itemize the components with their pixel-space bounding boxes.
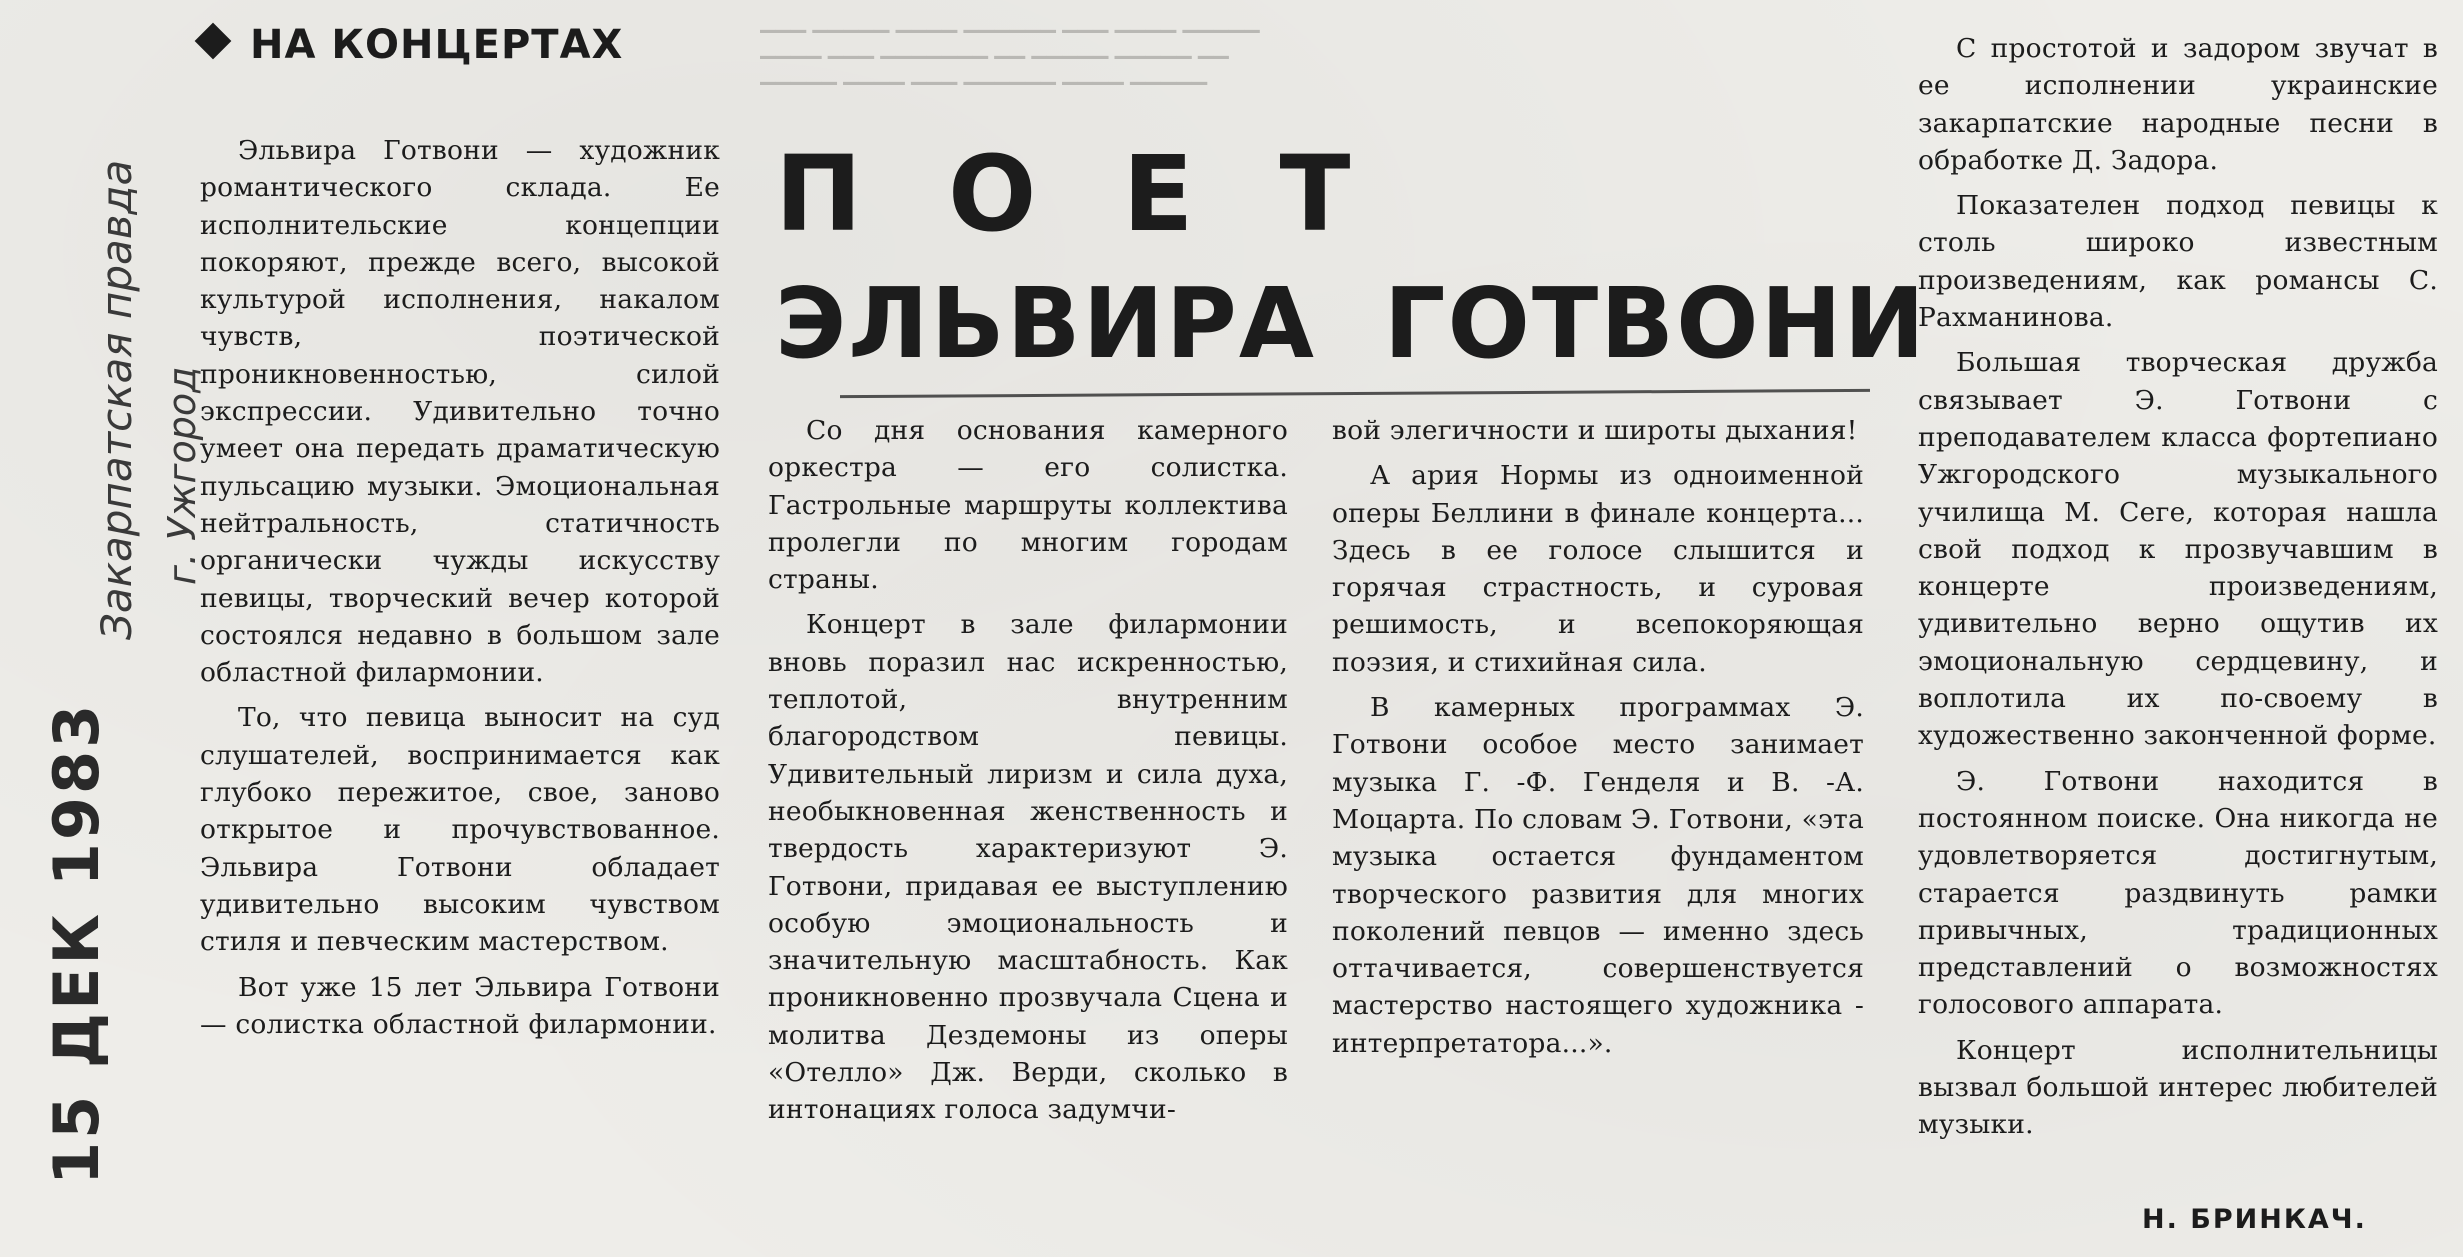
column-4-paragraph: Э. Готвони находится в постоянном поиске. Она никогда не удовлетворяется достигнутым, старается раздвинуть рамки привычных, традиционных представлений о возможностях голосового аппарата. <box>1918 765 2438 1021</box>
column-1-paragraph: Эльвира Готвони — художник романтического склада. Ее исполнительские концепции покоряют, прежде всего, высокой культурой исполнения, накалом чувств, поэтической проникновенностью, силой экспрессии. Удивительно точно умеет она передать драматическую пульсацию музыки. Эмоциональная нейтральность, статичность органически чужды искусству певицы, творческий вечер которой состоялся недавно в большом зале областной филармонии. <box>200 135 720 689</box>
column-3-paragraph: вой элегичности и широты дыхания! <box>1332 415 1858 446</box>
headline-rule <box>840 389 1870 398</box>
bleed-through-texture: ▁▁▁ ▁▁▁▁▁ ▁▁▁▁ ▁▁▁▁▁▁ ▁▁▁ ▁▁▁▁ ▁▁▁▁▁ ▁▁▁▁ ▁▁▁ ▁▁▁▁▁▁▁ ▁▁ ▁▁▁▁▁ ▁▁▁▁▁ ▁▁ ▁▁▁▁▁ ▁▁▁▁ ▁▁▁ ▁▁▁▁▁▁ ▁▁▁▁ ▁▁▁▁▁ <box>760 9 1260 85</box>
section-rubric <box>200 22 623 68</box>
column-4-paragraph: Большая творческая дружба связывает Э. Готвони с преподавателем класса фортепиано Ужгородского музыкального училища М. Сеге, которая нашла свой подход к прозвучавшим в концерте произведениям, удивительно верно ощутив их эмоциональную сердцевину, и воплотила их по-своему в художественно законченной форме. <box>1918 347 2438 752</box>
column-4-paragraph: Показателен подход певицы к столь широко известным произведениям, как романсы С. Рахманинова. <box>1918 190 2438 334</box>
handwritten-city: г. Ужгород <box>160 366 204 585</box>
column-4-paragraph: С простотой и задором звучат в ее исполнении украинские закарпатские народные песни в обработке Д. Задора. <box>1918 33 2438 176</box>
article-column-4 <box>1918 30 2438 1152</box>
article-column-2 <box>768 412 1288 1137</box>
date-stamp: 15 ДЕК 1983 <box>40 701 113 1185</box>
handwritten-paper-name: Закарпатская правда <box>92 159 141 640</box>
headline-line-2: ЭЛЬВИРА ГОТВОНИ <box>775 267 1927 380</box>
column-3-paragraph: В камерных программах Э. Готвони особое место занимает музыка Г. -Ф. Генделя и В. -А. Моцарта. По словам Э. Готвони, «эта музыка остается фундаментом творческого развития для многих поколений певцов — именно здесь оттачивается, совершенствуется мастерство настоящего художника - интерпретатора...». <box>1332 692 1864 1059</box>
headline-line-1: ПОЕТ <box>775 133 1437 255</box>
column-1-paragraph: То, что певица выносит на суд слушателей, воспринимается как глубоко пережитое, свое, заново открытое и прочувствованное. Эльвира Готвони обладает удивительно высоким чувством стиля и певческим мастерством. <box>200 702 720 958</box>
column-2-paragraph: Со дня основания камерного оркестра — его солистка. Гастрольные маршруты коллектива пролегли по многим городам страны. <box>768 415 1288 596</box>
column-2-paragraph: Концерт в зале филармонии вновь поразил нас искренностью, теплотой, внутренним благородством певицы. Удивительный лиризм и сила духа, необыкновенная женственность и твердость характеризуют Э. Готвони, придавая ее выступлению особую эмоциональность и значительную масштабность. Как проникновенно прозвучала Сцена и молитва Дездемоны из оперы «Отелло» Дж. Верди, сколько в интонациях голоса задумчи- <box>768 609 1288 1126</box>
column-4-paragraph: Концерт исполнительницы вызвал большой интерес любителей музыки. <box>1918 1034 2438 1141</box>
diamond-bullet-icon <box>195 23 232 60</box>
author-signature: Н. БРИНКАЧ. <box>2142 1204 2367 1235</box>
article-column-3 <box>1332 412 1864 1070</box>
column-3-paragraph: А ария Нормы из одноименной оперы Беллини в финале концерта... Здесь в ее голосе слышится и горячая страстность, и суровая решимость, и всепокоряющая поэзия, и стихийная сила. <box>1332 460 1864 678</box>
article-column-1 <box>200 132 720 1051</box>
column-1-paragraph: Вот уже 15 лет Эльвира Готвони — солистка областной филармонии. <box>200 971 720 1040</box>
rubric-label: НА КОНЦЕРТАХ <box>250 22 624 68</box>
